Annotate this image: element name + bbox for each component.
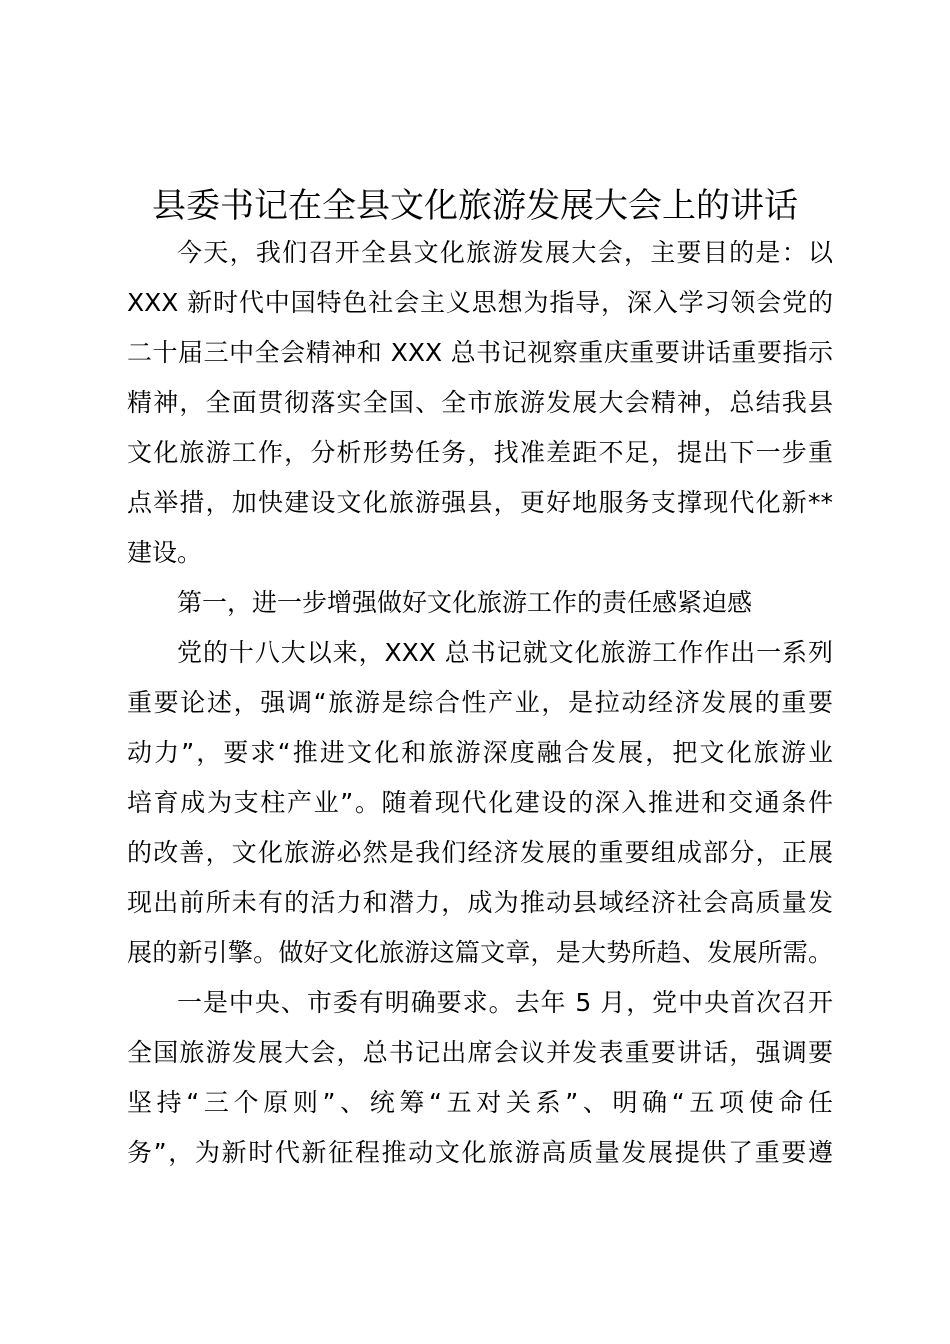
text-line: 党的十八大以来，XXX 总书记就文化旅游工作作出一系列 (177, 638, 833, 667)
text-line: 动力”，要求“推进文化和旅游深度融合发展，把文化旅游业 (127, 738, 833, 767)
text-line: 全国旅游发展大会，总书记出席会议并发表重要讲话，强调要 (127, 1038, 833, 1067)
text-line: 现出前所未有的活力和潜力，成为推动县域经济社会高质量发 (127, 888, 833, 917)
paragraph-background (127, 628, 833, 978)
text-line: 文化旅游工作，分析形势任务，找准差距不足，提出下一步重 (127, 438, 833, 467)
section-heading-first (127, 578, 833, 628)
text-line: 建设。 (127, 538, 203, 567)
text-line: 重要论述，强调“旅游是综合性产业，是拉动经济发展的重要 (127, 688, 833, 717)
paragraph-intro (127, 228, 833, 578)
text-line: 第一，进一步增强做好文化旅游工作的责任感紧迫感 (177, 588, 753, 617)
text-line: 一是中央、市委有明确要求。去年 5 月，党中央首次召开 (177, 988, 833, 1017)
paragraph-point-one (127, 978, 833, 1178)
text-line: 今天，我们召开全县文化旅游发展大会，主要目的是：以 (177, 238, 833, 267)
text-line: 的改善，文化旅游必然是我们经济发展的重要组成部分，正展 (127, 838, 833, 867)
text-line: 二十届三中全会精神和 XXX 总书记视察重庆重要讲话重要指示 (127, 338, 833, 367)
text-line: XXX 新时代中国特色社会主义思想为指导，深入学习领会党的 (127, 288, 833, 317)
document-title: 县委书记在全县文化旅游发展大会上的讲话 (152, 186, 798, 226)
text-line: 培育成为支柱产业”。随着现代化建设的深入推进和交通条件 (127, 788, 833, 817)
text-line: 展的新引擎。做好文化旅游这篇文章，是大势所趋、发展所需。 (127, 938, 833, 967)
text-line: 点举措，加快建设文化旅游强县，更好地服务支撑现代化新** (127, 488, 833, 517)
document-body (127, 228, 833, 1178)
text-line: 精神，全面贯彻落实全国、全市旅游发展大会精神，总结我县 (127, 388, 833, 417)
text-line: 务”，为新时代新征程推动文化旅游高质量发展提供了重要遵 (127, 1138, 833, 1167)
text-line: 坚持“三个原则”、统筹“五对关系”、明确“五项使命任 (127, 1088, 833, 1117)
